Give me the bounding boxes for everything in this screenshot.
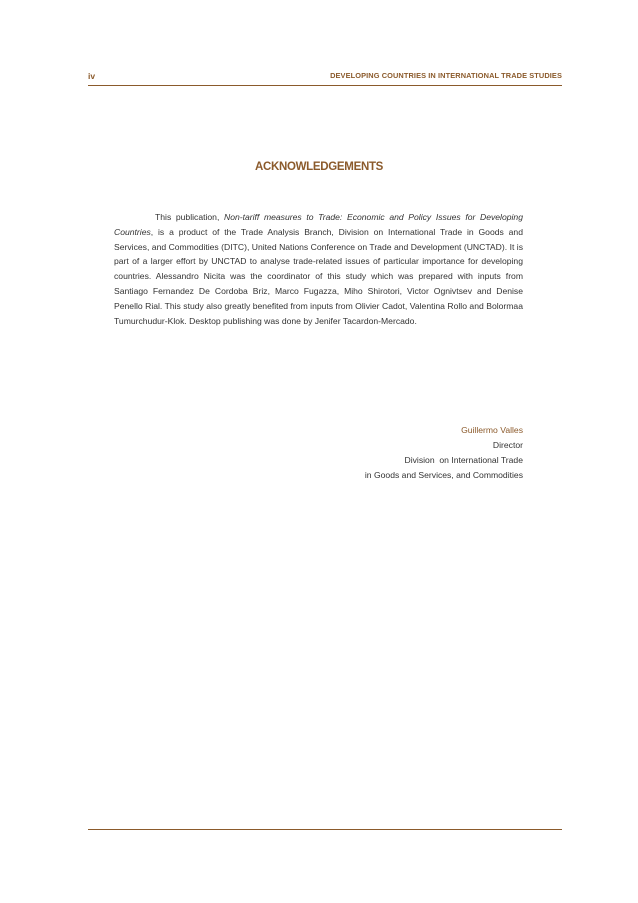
page-header bbox=[88, 71, 562, 83]
section-title: ACKNOWLEDGEMENTS bbox=[254, 161, 384, 173]
running-title: DEVELOPING COUNTRIES IN INTERNATIONAL TRADE STUDIES bbox=[330, 71, 562, 80]
header-rule bbox=[88, 85, 562, 86]
acknowledgements-paragraph bbox=[114, 210, 523, 328]
footer-rule bbox=[88, 829, 562, 830]
paragraph-rest: , is a product of the Trade Analysis Branch, Division on International Trade in Goods and Services, and Commodities (DITC), United Nations Conference on Trade and Development (UNCTAD). It is part of a larger effort by UNCTAD to analyse trade-related issues of particular importance for developing countries. Alessandro Nicita was the coordinator of this study which was prepared with inputs from Santiago Fernandez De Cordoba Briz, Marco Fugazza, Miho Shirotori, Victor Ognivtsev and Denise Penello Rial. This study also greatly benefited from inputs from Olivier Cadot, Valentina Rollo and Bolormaa Tumurchudur-Klok. Desktop publishing was done by Jenifer Tacardon-Mercado. bbox=[114, 226, 523, 326]
paragraph-lead: This publication, bbox=[155, 212, 224, 222]
publication-title: Non-tariff measures to Trade: Economic and Policy Issues for Developing Countries bbox=[114, 212, 523, 237]
signatory-division-line1: Division on International Trade bbox=[404, 454, 523, 465]
signature-block bbox=[365, 423, 523, 483]
page-number: iv bbox=[88, 71, 96, 81]
signatory-name: Guillermo Valles bbox=[461, 425, 523, 435]
signatory-division-line2: in Goods and Services, and Commodities bbox=[364, 469, 523, 480]
signatory-position: Director bbox=[492, 439, 523, 450]
